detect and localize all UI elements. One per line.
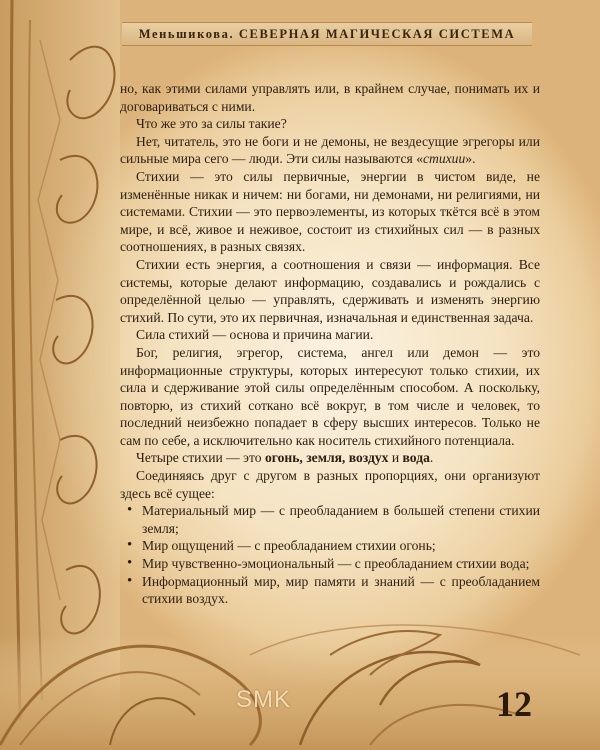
paragraph: но, как этими силами управлять или, в крайнем случае, понимать их и договариваться с ними. — [120, 81, 540, 114]
page-number: 12 — [496, 684, 532, 724]
italic-term: стихии — [423, 151, 466, 167]
publisher-logo: SMK — [236, 686, 292, 713]
list-item: • Мир ощущений — с преобладанием стихии огонь; — [142, 537, 540, 555]
bottom-ornament — [0, 595, 600, 750]
list-item: • Информационный мир, мир памяти и знаний — с преобладанием стихии воздух. — [142, 573, 540, 608]
body-text — [120, 80, 540, 608]
paragraph: Сила стихий — основа и причина магии. — [136, 327, 374, 343]
paragraph: Соединяясь друг с другом в разных пропорциях, они организуют здесь всё сущее: — [120, 468, 540, 501]
paragraph: Бог, религия, эгрегор, система, ангел или демон — это информационные структуры, которых интересуют только стихии, их сила и сдерживание этой силы определённым способом. А поскольку, повторю, из стихий соткано всё вокруг, в том числе и человек, то последний неизбежно попадает в сферу высших интересов. Только не сам по себе, а исключительно как носитель стихийного потенциала. — [120, 344, 540, 448]
list-item: • Мир чувственно-эмоциональный — с преобладанием стихии вода; — [142, 555, 540, 573]
paragraph: Что же это за силы такие? — [136, 116, 287, 132]
running-head: Меньшикова. СЕВЕРНАЯ МАГИЧЕСКАЯ СИСТЕМА — [138, 26, 516, 41]
bold-elements: огонь, земля, воздух — [264, 450, 389, 466]
bold-element-water: вода — [402, 450, 430, 466]
paragraph: Стихии есть энергия, а соотношения и связи — информация. Все системы, которые делают информацию, создавались и рождались с определённой целью — управлять, сдерживать и изменять энергию стихий. По сути, это их первичная, изначальная и единственная задача. — [120, 256, 540, 325]
paragraph: Стихии — это силы первичные, энергии в чистом виде, не изменённые никак и ничем: ни богами, ни демонами, ни религиями, ни системами. Стихии — это первоэлементы, из которых ткётся всё в этом мире, и всё, живое и неживое, состоит из стихийных сил — в разных соотношениях, в разных связях. — [120, 168, 540, 255]
elements-list — [120, 502, 540, 608]
paragraph: Четыре стихии — это огонь, земля, воздух и вода. — [136, 450, 434, 466]
list-item: • Материальный мир — с преобладанием в большей степени стихии земля; — [142, 502, 540, 537]
header-bar — [122, 22, 532, 46]
paragraph: Нет, читатель, это не боги и не демоны, не вездесущие эгрегоры или сильные мира сего — люди. Эти силы называются «стихии». — [120, 133, 540, 167]
